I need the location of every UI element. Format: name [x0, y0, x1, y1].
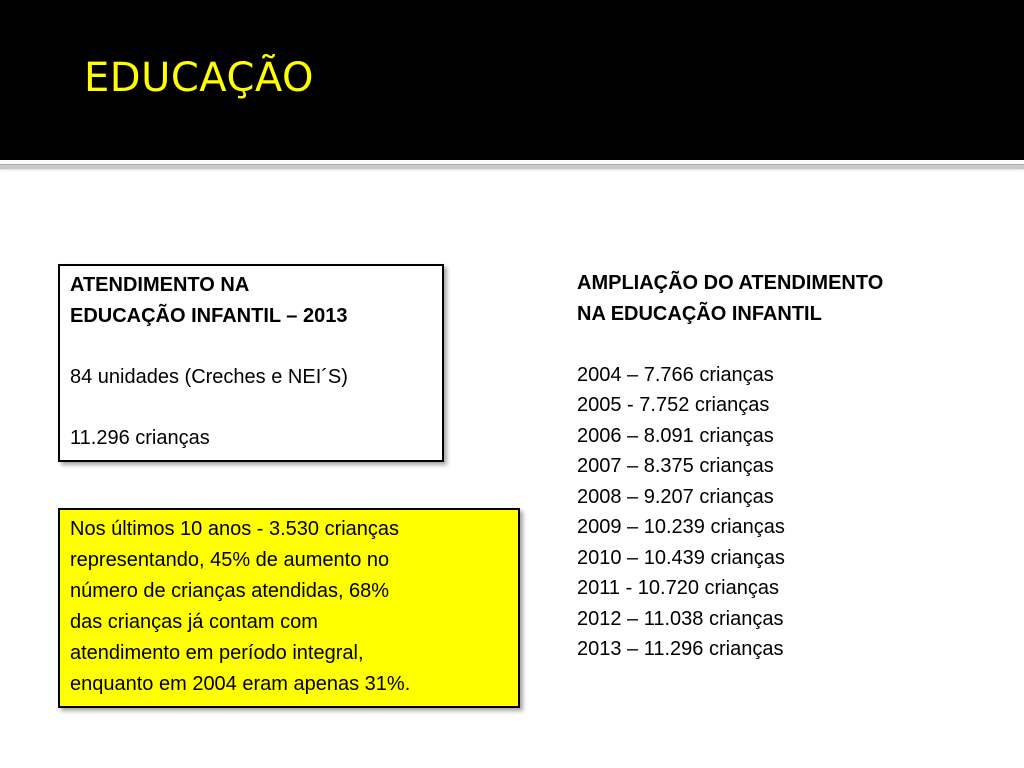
resumo-highlight-box — [58, 508, 520, 708]
resumo-line: enquanto em 2004 eram apenas 31%. — [70, 673, 411, 695]
resumo-line: das crianças já contam com — [70, 611, 318, 633]
ampliacao-entry: 2005 - 7.752 crianças — [577, 394, 770, 416]
spacer — [577, 329, 1017, 360]
ampliacao-heading-line-1: AMPLIAÇÃO DO ATENDIMENTO — [577, 272, 884, 294]
atendimento-children: 11.296 crianças — [70, 426, 210, 449]
slide-title: EDUCAÇÃO — [84, 55, 315, 101]
ampliacao-entry: 2007 – 8.375 crianças — [577, 455, 774, 477]
spacer — [70, 392, 432, 423]
ampliacao-entries — [577, 360, 1017, 665]
ampliacao-entry: 2010 – 10.439 crianças — [577, 546, 785, 569]
resumo-line: número de crianças atendidas, 68% — [70, 580, 390, 602]
ampliacao-heading-line-2: NA EDUCAÇÃO INFANTIL — [577, 302, 822, 325]
ampliacao-entry: 2013 – 11.296 crianças — [577, 638, 784, 660]
atendimento-heading-line-1: ATENDIMENTO NA — [70, 274, 250, 296]
resumo-line: representando, 45% de aumento no — [70, 549, 390, 571]
ampliacao-entry: 2004 – 7.766 crianças — [577, 363, 774, 386]
atendimento-heading-line-2: EDUCAÇÃO INFANTIL – 2013 — [70, 304, 348, 327]
ampliacao-entry: 2011 - 10.720 crianças — [577, 577, 779, 599]
resumo-line: atendimento em período integral, — [70, 642, 364, 664]
ampliacao-entry: 2006 – 8.091 crianças — [577, 424, 774, 447]
ampliacao-entry: 2012 – 11.038 crianças — [577, 607, 784, 630]
title-bar — [0, 0, 1024, 160]
spacer — [70, 331, 432, 362]
ampliacao-list — [577, 268, 1017, 665]
resumo-line: Nos últimos 10 anos - 3.530 crianças — [70, 518, 400, 540]
header-divider — [0, 164, 1024, 169]
atendimento-box — [58, 264, 444, 462]
ampliacao-entry: 2009 – 10.239 crianças — [577, 516, 785, 538]
ampliacao-entry: 2008 – 9.207 crianças — [577, 485, 774, 508]
atendimento-units: 84 unidades (Creches e NEI´S) — [70, 365, 348, 388]
